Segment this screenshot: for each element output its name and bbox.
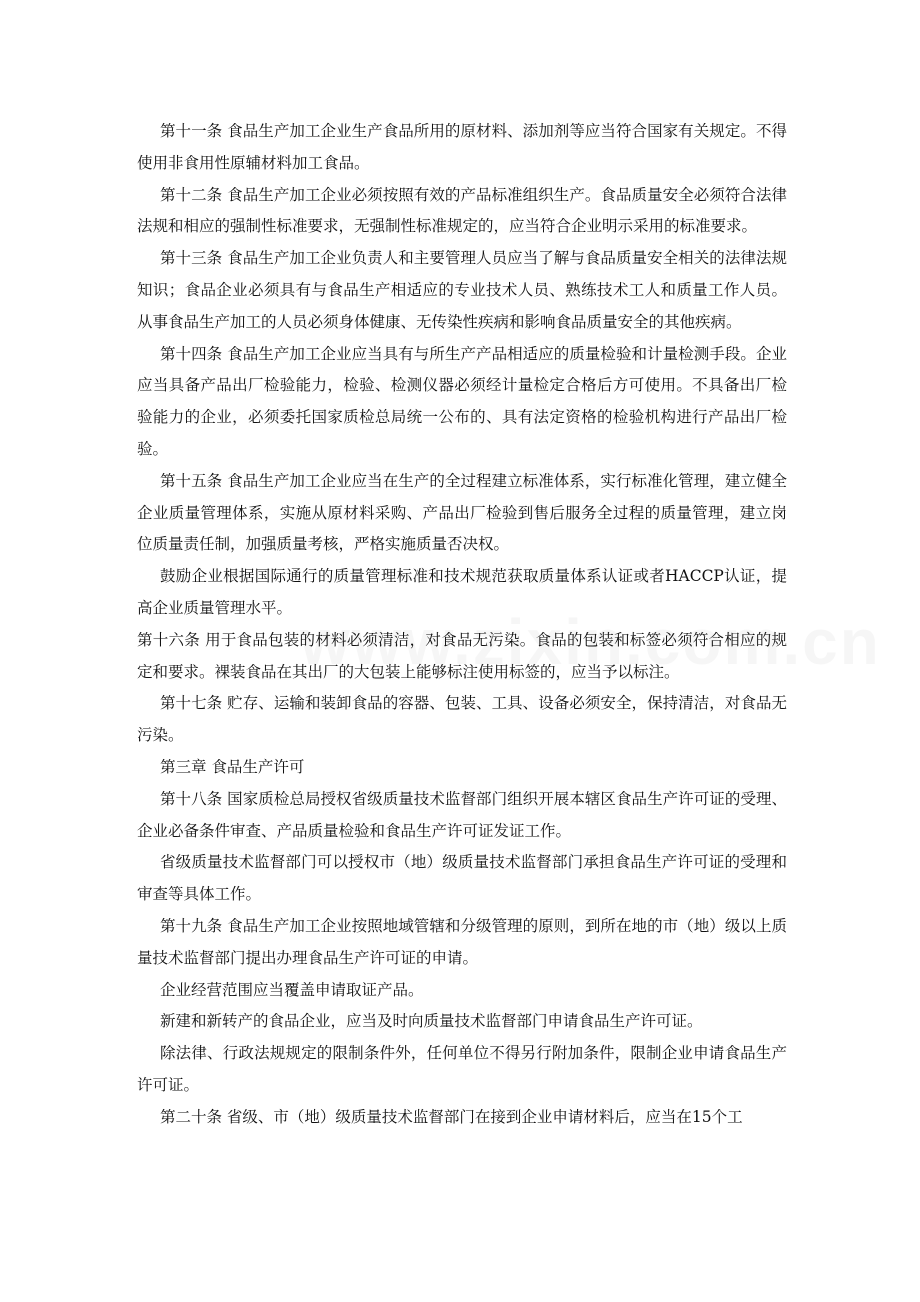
paragraph-article-14: 第十四条 食品生产加工企业应当具有与所生产产品相适应的质量检验和计量检测手段。企业应当具备产品出厂检验能力，检验、检测仪器必须经计量检定合格后方可使用。不具备出厂检验能力的企业，必须委托国家质检总局统一公布的、具有法定资格的检验机构进行产品出厂检验。 xyxy=(137,344,787,458)
paragraph-no-extra-conditions: 除法律、行政法规规定的限制条件外，任何单位不得另行附加条件，限制企业申请食品生产许可证。 xyxy=(137,1044,787,1094)
paragraph-article-20: 第二十条 省级、市（地）级质量技术监督部门在接到企业申请材料后，应当在15个工 xyxy=(160,1107,743,1126)
paragraph-encourage-certification: 鼓励企业根据国际通行的质量管理标准和技术规范获取质量体系认证或者HACCP认证，提高企业质量管理水平。 xyxy=(137,567,787,617)
paragraph-business-scope: 企业经营范围应当覆盖申请取证产品。 xyxy=(160,980,424,999)
chapter-heading: 第三章 食品生产许可 xyxy=(160,757,305,776)
document-body xyxy=(137,116,787,1134)
paragraph-article-19: 第十九条 食品生产加工企业按照地域管辖和分级管理的原则，到所在地的市（地）级以上质量技术监督部门提出办理食品生产许可证的申请。 xyxy=(137,916,787,967)
paragraph-article-11: 第十一条 食品生产加工企业生产食品所用的原材料、添加剂等应当符合国家有关规定。不得使用非食用性原辅材料加工食品。 xyxy=(137,122,787,172)
paragraph-new-enterprises: 新建和新转产的食品企业，应当及时向质量技术监督部门申请食品生产许可证。 xyxy=(160,1012,703,1031)
paragraph-article-15: 第十五条 食品生产加工企业应当在生产的全过程建立标准体系，实行标准化管理，建立健全企业质量管理体系，实施从原材料采购、产品出厂检验到售后服务全过程的质量管理，建立岗位质量责任制，加强质量考核，严格实施质量否决权。 xyxy=(137,471,787,554)
paragraph-article-17: 第十七条 贮存、运输和装卸食品的容器、包装、工具、设备必须安全，保持清洁，对食品无污染。 xyxy=(137,694,787,745)
paragraph-article-12: 第十二条 食品生产加工企业必须按照有效的产品标准组织生产。食品质量安全必须符合法律法规和相应的强制性标准要求，无强制性标准规定的，应当符合企业明示采用的标准要求。 xyxy=(137,185,787,236)
paragraph-article-16: 第十六条 用于食品包装的材料必须清洁，对食品无污染。食品的包装和标签必须符合相应的规定和要求。裸装食品在其出厂的大包装上能够标注使用标签的，应当予以标注。 xyxy=(137,630,787,681)
paragraph-provincial-authorization: 省级质量技术监督部门可以授权市（地）级质量技术监督部门承担食品生产许可证的受理和审查等具体工作。 xyxy=(137,853,787,904)
paragraph-article-18: 第十八条 国家质检总局授权省级质量技术监督部门组织开展本辖区食品生产许可证的受理、企业必备条件审查、产品质量检验和食品生产许可证发证工作。 xyxy=(137,789,787,840)
paragraph-article-13: 第十三条 食品生产加工企业负责人和主要管理人员应当了解与食品质量安全相关的法律法规知识；食品企业必须具有与食品生产相适应的专业技术人员、熟练技术工人和质量工作人员。从事食品生产加工的人员必须身体健康、无传染性疾病和影响食品质量安全的其他疾病。 xyxy=(137,249,787,331)
